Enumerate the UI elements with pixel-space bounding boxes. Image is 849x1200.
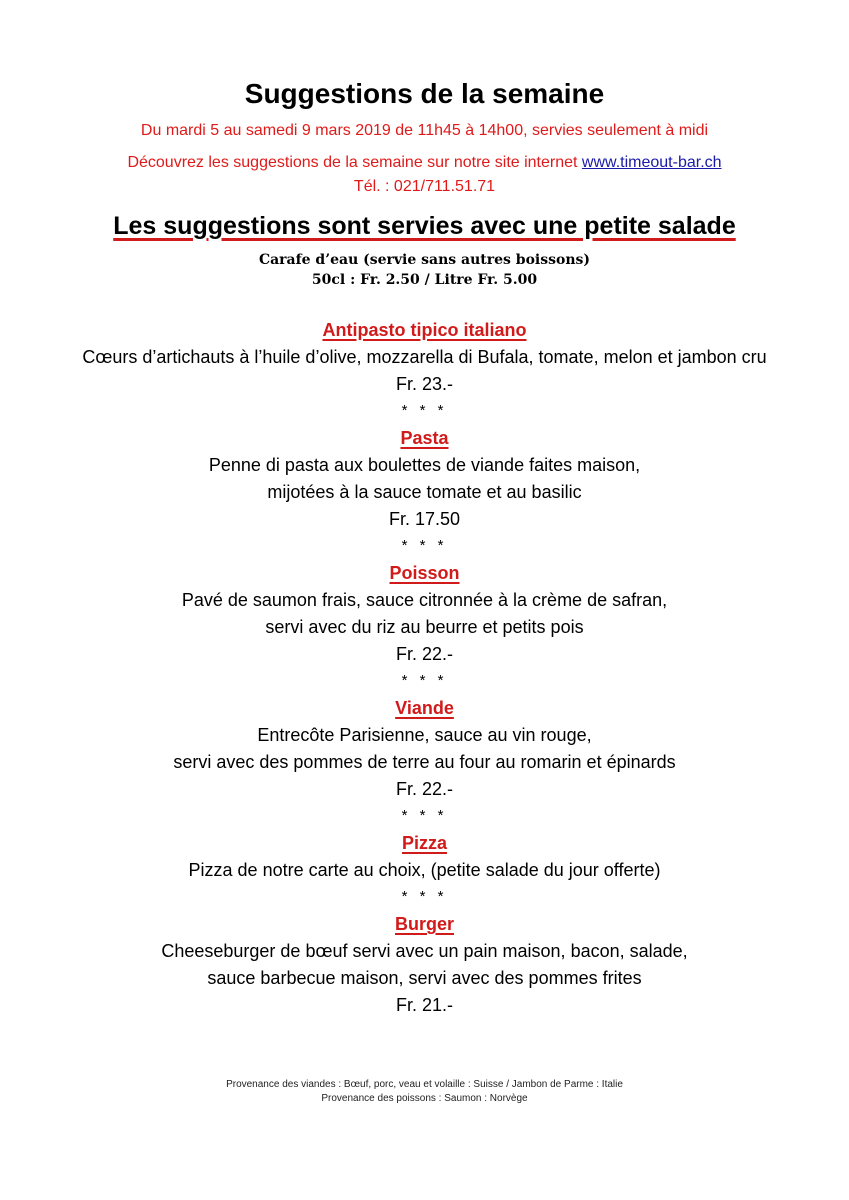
separator: * * * <box>401 807 448 824</box>
footer <box>0 1078 849 1106</box>
separator: * * * <box>401 888 448 905</box>
menu-section <box>0 910 849 1019</box>
dish-description: Pavé de saumon frais, sauce citronnée à la crème de safran, <box>181 590 668 610</box>
dish-description: Cheeseburger de bœuf servi avec un pain maison, bacon, salade, <box>161 941 688 961</box>
website-link[interactable]: www.timeout-bar.ch <box>581 154 722 171</box>
website-intro: Découvrez les suggestions de la semaine sur notre site internet <box>127 154 582 171</box>
section-title: Pasta <box>400 428 449 448</box>
date-range: Du mardi 5 au samedi 9 mars 2019 de 11h45 à 14h00, servies seulement à midi <box>140 122 709 139</box>
dish-price: Fr. 23.- <box>395 374 453 394</box>
separator: * * * <box>401 402 448 419</box>
carafe-price: 50cl : Fr. 2.50 / Litre Fr. 5.00 <box>311 272 538 288</box>
website-line <box>0 152 849 174</box>
dish-description: mijotées à la sauce tomate et au basilic <box>267 482 582 502</box>
footer-fish-origin: Provenance des poissons : Saumon : Norvège <box>321 1093 528 1104</box>
subtitle-text: Les suggestions sont servies avec une petite salade <box>113 212 736 240</box>
dish-description: servi avec du riz au beurre et petits pois <box>265 617 584 637</box>
dish-description: servi avec des pommes de terre au four au romarin et épinards <box>173 752 676 772</box>
menu-section <box>0 829 849 910</box>
dish-price: Fr. 22.- <box>395 644 453 664</box>
dish-description: Penne di pasta aux boulettes de viande faites maison, <box>208 455 641 475</box>
dish-description: Entrecôte Parisienne, sauce au vin rouge, <box>257 725 592 745</box>
dish-price: Fr. 17.50 <box>388 509 461 529</box>
menu-section <box>0 694 849 829</box>
separator: * * * <box>401 537 448 554</box>
dish-description: Pizza de notre carte au choix, (petite salade du jour offerte) <box>188 860 661 880</box>
section-title: Antipasto tipico italiano <box>322 320 527 340</box>
separator: * * * <box>401 672 448 689</box>
menu-list <box>0 316 849 1019</box>
menu-section <box>0 316 849 424</box>
section-title: Poisson <box>389 563 460 583</box>
dish-description: sauce barbecue maison, servi avec des pommes frites <box>207 968 642 988</box>
footer-meat-origin: Provenance des viandes : Bœuf, porc, veau et volaille : Suisse / Jambon de Parme : Italie <box>226 1079 623 1090</box>
dish-price: Fr. 22.- <box>395 779 453 799</box>
menu-section <box>0 424 849 559</box>
subtitle <box>0 210 849 242</box>
section-title: Burger <box>394 914 454 934</box>
dish-price: Fr. 21.- <box>395 995 453 1015</box>
dish-description: Cœurs d’artichauts à l’huile d’olive, mozzarella di Bufala, tomate, melon et jambon cru <box>82 347 767 367</box>
page-title: Suggestions de la semaine <box>244 78 605 109</box>
section-title: Pizza <box>401 833 448 853</box>
carafe-note: Carafe d’eau (servie sans autres boissons) <box>258 252 591 268</box>
phone-number: Tél. : 021/711.51.71 <box>353 178 496 195</box>
section-title: Viande <box>395 698 454 718</box>
menu-section <box>0 559 849 694</box>
